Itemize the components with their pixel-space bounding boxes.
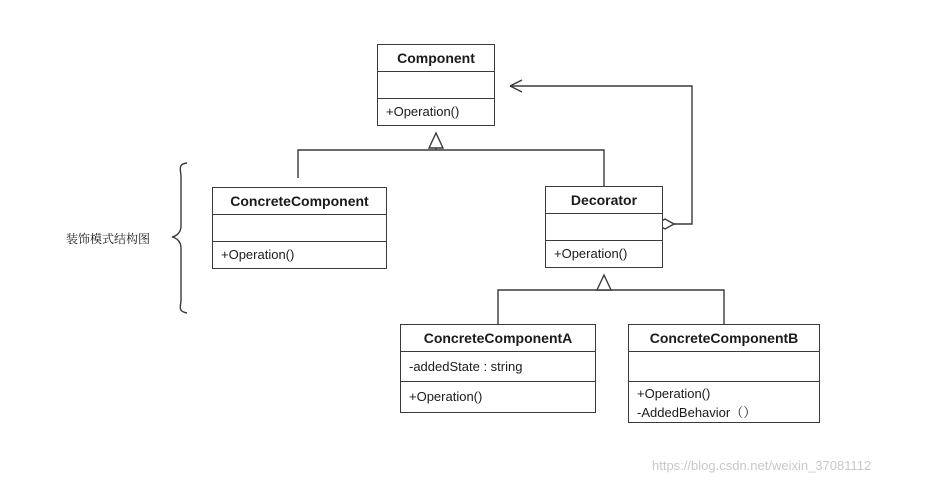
- generalization-to-component: [298, 133, 604, 186]
- operation-item: +Operation(): [554, 246, 628, 261]
- diagram-title-label: 装饰模式结构图: [66, 232, 151, 246]
- class-attributes-concretecomponent: [213, 215, 386, 242]
- class-box-component[interactable]: [377, 44, 495, 126]
- class-operations-component: [378, 99, 494, 125]
- class-operations-concretecomponenta: [401, 382, 595, 412]
- structure-brace: [172, 163, 187, 313]
- operation-item: +Operation(): [409, 389, 483, 404]
- class-name-concretecomponenta: ConcreteComponentA: [401, 325, 595, 352]
- class-operations-concretecomponentb: [629, 382, 819, 422]
- class-attributes-concretecomponenta: -addedState : string: [401, 352, 595, 382]
- operation-item: +Operation(): [221, 247, 295, 262]
- class-name-component: Component: [378, 45, 494, 72]
- class-box-concretecomponenta[interactable]: [400, 324, 596, 413]
- operation-item: +Operation(): [637, 386, 711, 401]
- operation-item: +Operation(): [386, 104, 460, 119]
- class-name-concretecomponentb: ConcreteComponentB: [629, 325, 819, 352]
- class-box-concretecomponent[interactable]: [212, 187, 387, 269]
- class-attributes-component: [378, 72, 494, 99]
- class-box-decorator[interactable]: [545, 186, 663, 268]
- class-attributes-decorator: [546, 214, 662, 241]
- class-name-concretecomponent: ConcreteComponent: [213, 188, 386, 215]
- watermark-text: https://blog.csdn.net/weixin_37081112: [652, 458, 872, 473]
- generalization-to-decorator: [498, 275, 724, 324]
- class-box-concretecomponentb[interactable]: [628, 324, 820, 423]
- class-operations-concretecomponent: [213, 242, 386, 268]
- class-operations-decorator: [546, 241, 662, 267]
- class-name-decorator: Decorator: [546, 187, 662, 214]
- class-attributes-concretecomponentb: [629, 352, 819, 382]
- operation-item: -AddedBehavior（）: [637, 405, 757, 420]
